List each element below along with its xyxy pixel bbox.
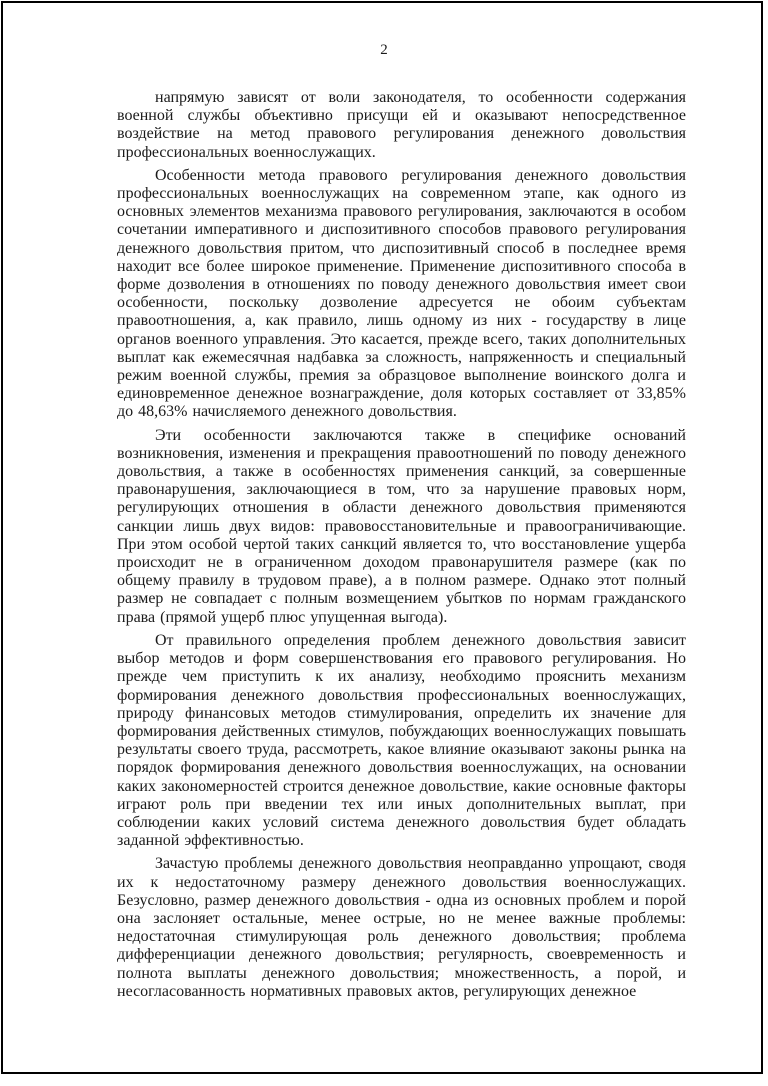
paragraph: От правильного определения проблем денежного довольствия зависит выбор методов и форм совершенствования его правового регулирования. Но прежде чем приступить к их анализу, необходимо прояснить механизм формирования денежного довольствия профессиональных военнослужащих, природу финансовых методов стимулирования, определить их значение для формирования действенных стимулов, побуждающих военнослужащих повышать результаты своего труда, рассмотреть, какое влияние оказывают законы рынка на порядок формирования денежного довольствия военнослужащих, на основании каких закономерностей строится денежное довольствие, какие основные факторы играют роль при введении тех или иных дополнительных выплат, при соблюдении каких условий система денежного довольствия будет обладать заданной эффективностью. xyxy=(117,631,686,850)
paragraph: Особенности метода правового регулирования денежного довольствия профессиональных военнослужащих на современном этапе, как одного из основных элементов механизма правового регулирования, заключаются в особом сочетании императивного и диспозитивного способов правового регулирования денежного довольствия притом, что диспозитивный способ в последнее время находит все более широкое применение. Применение диспозитивного способа в форме дозволения в отношениях по поводу денежного довольствия имеет свои особенности, поскольку дозволение адресуется не обоим субъектам правоотношения, а, как правило, лишь одному из них - государству в лице органов военного управления. Это касается, прежде всего, таких дополнительных выплат как ежемесячная надбавка за сложность, напряженность и специальный режим военной службы, премия за образцовое выполнение воинского долга и единовременное денежное вознаграждение, доля которых составляет от 33,85% до 48,63% начисляемого денежного довольствия. xyxy=(117,166,686,421)
paragraph: Эти особенности заключаются также в специфике оснований возникновения, изменения и прекращения правоотношений по поводу денежного довольствия, а также в особенностях применения санкций, за совершенные правонарушения, заключающиеся в том, что за нарушение правовых норм, регулирующих отношения в области денежного довольствия применяются санкции лишь двух видов: правовосстановительные и правоограничивающие. При этом особой чертой таких санкций является то, что восстановление ущерба происходит не в ограниченном доходом правонарушителя размере (как по общему правилу в трудовом праве), а в полном размере. Однако этот полный размер не совпадает с полным возмещением убытков по нормам гражданского права (прямой ущерб плюс упущенная выгода). xyxy=(117,426,686,626)
page-number: 2 xyxy=(380,42,388,58)
paragraph: напрямую зависят от воли законодателя, то особенности содержания военной службы объективно присущи ей и оказывают непосредственное воздействие на метод правового регулирования денежного довольствия профессиональных военнослужащих. xyxy=(117,89,686,161)
paragraph: Зачастую проблемы денежного довольствия неоправданно упрощают, сводя их к недостаточному размеру денежного довольствия военнослужащих. Безусловно, размер денежного довольствия - одна из основных проблем и порой она заслоняет остальные, менее острые, но не менее важные проблемы: недостаточная стимулирующая роль денежного довольствия; проблема дифференциации денежного довольствия; регулярность, своевременность и полнота выплаты денежного довольствия; множественность, а порой, и несогласованность нормативных правовых актов, регулирующих денежное xyxy=(117,855,686,1000)
document-body-text xyxy=(117,89,686,1006)
